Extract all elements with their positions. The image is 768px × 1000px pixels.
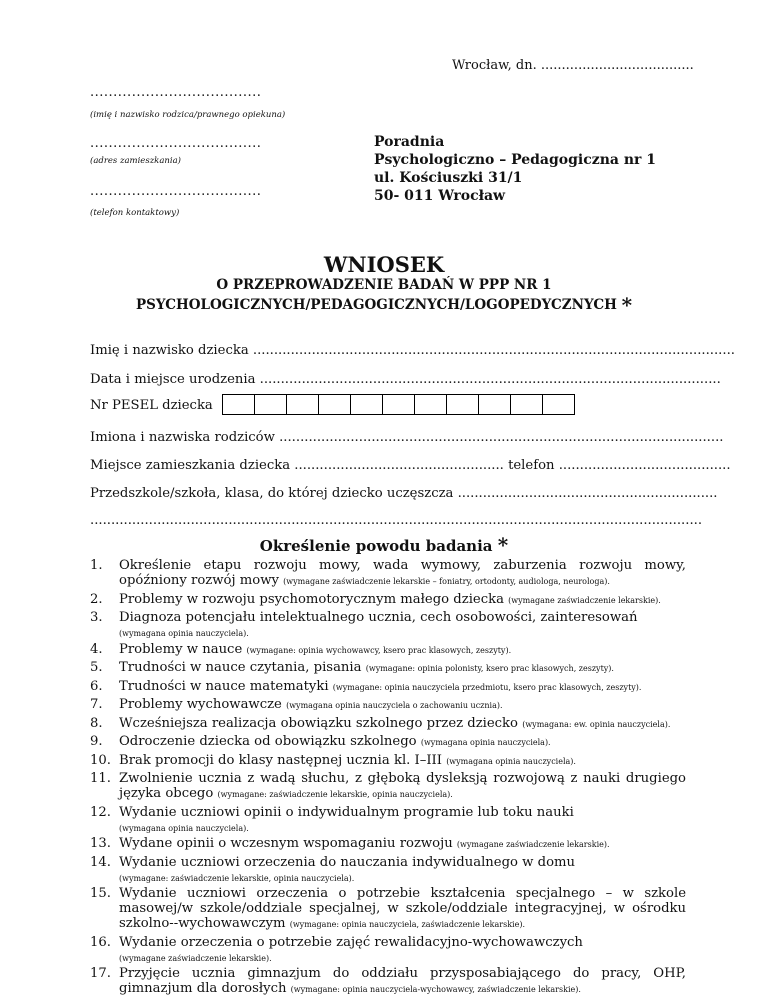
reason-note-line: (wymagana opinia nauczyciela). — [119, 823, 249, 833]
reason-number: 3. — [90, 610, 103, 625]
section-title-text: Określenie powodu badania — [259, 537, 493, 555]
reason-number: 9. — [90, 734, 103, 749]
reason-number: 6. — [90, 678, 103, 694]
title-subline-1: O PRZEPROWADZENIE BADAŃ W PPP NR 1 — [216, 277, 552, 293]
reason-note: (wymagane: opinia nauczyciela przedmiotu, ksero prac klasowych, zeszyty). — [332, 682, 642, 692]
reason-number: 16. — [90, 934, 111, 950]
reason-number: 14. — [90, 854, 111, 870]
reason-number: 8. — [90, 715, 103, 731]
reason-text: Przyjęcie ucznia gimnazjum do oddziału przysposabiającego do pracy, OHP, gimnazjum dla dorosłych — [119, 966, 686, 996]
recipient-address — [374, 133, 656, 205]
reason-note-line: (wymagane zaświadczenie lekarskie). — [119, 953, 272, 963]
reason-note: (wymagana opinia nauczyciela o zachowaniu ucznia). — [286, 701, 503, 710]
reason-note: (wymagane: opinia nauczyciela, zaświadczenie lekarskie). — [289, 920, 526, 929]
reason-number: 1. — [90, 558, 103, 573]
reason-number: 13. — [90, 836, 111, 851]
reason-item — [90, 610, 686, 639]
reason-note-line: (wymagane: zaświadczenie lekarskie, opinia nauczyciela). — [119, 873, 355, 883]
pesel-boxes[interactable] — [222, 394, 575, 415]
reason-item — [90, 642, 686, 658]
reason-item — [90, 966, 686, 997]
birth-field[interactable]: Data i miejsce urodzenia .............................................................................................................. — [90, 372, 721, 387]
pesel-digit-box[interactable] — [319, 394, 351, 415]
reason-text: Wydanie orzeczenia o potrzebie zajęć rewalidacyjno-wychowawczych — [119, 934, 583, 950]
recipient-line: Poradnia — [374, 134, 445, 150]
residence-field[interactable]: Miejsce zamieszkania dziecka .................................................. telefon ......................................... — [90, 458, 731, 473]
recipient-line: Psychologiczno – Pedagogiczna nr 1 — [374, 152, 657, 168]
address-caption: (adres zamieszkania) — [90, 156, 181, 166]
parent-name-caption: (imię i nazwisko rodzica/prawnego opiekuna) — [90, 110, 286, 120]
pesel-digit-box[interactable] — [351, 394, 383, 415]
reason-note: (wymagane zaświadczenie lekarskie). — [456, 840, 610, 849]
reason-number: 15. — [90, 886, 111, 901]
recipient-line: ul. Kościuszki 31/1 — [374, 170, 523, 186]
phone-dots: ..................................... — [90, 184, 262, 199]
reason-note: (wymagane zaświadczenie lekarskie – foniatry, ortodonty, audiologa, neurologa). — [283, 577, 610, 586]
reason-item — [90, 753, 686, 769]
reason-number: 11. — [90, 771, 111, 786]
parents-field[interactable]: Imiona i nazwiska rodziców .......................................................................................................... — [90, 430, 724, 445]
reasons-list — [90, 558, 686, 1000]
pesel-digit-box[interactable] — [415, 394, 447, 415]
pesel-label: Nr PESEL dziecka — [90, 398, 213, 413]
reason-note: (wymagana: ew. opinia nauczyciela). — [522, 719, 671, 729]
pesel-digit-box[interactable] — [511, 394, 543, 415]
reason-text: Problemy w nauce — [119, 641, 243, 657]
reason-text: Odroczenie dziecka od obowiązku szkolnego — [119, 734, 417, 749]
reason-number: 5. — [90, 660, 103, 675]
reason-note: (wymagane: opinia wychowawcy, ksero prac klasowych, zeszyty). — [246, 645, 512, 655]
pesel-digit-box[interactable] — [383, 394, 415, 415]
reason-text: Wcześniejsza realizacja obowiązku szkolnego przez dziecko — [119, 715, 518, 731]
child-name-field[interactable]: Imię i nazwisko dziecka ................................................................................................................... — [90, 343, 735, 358]
asterisk-mark: * — [621, 293, 633, 317]
reason-text: Diagnoza potencjału intelektualnego ucznia, cech osobowości, zainteresowań — [119, 610, 638, 625]
reason-number: 12. — [90, 804, 111, 820]
reason-number: 7. — [90, 697, 103, 712]
reason-text: Wydanie uczniowi orzeczenia o potrzebie kształcenia specjalnego – w szkole masowej/w szkole/oddziale specjalnej, w szkole/oddziale integracyjnej, w ośrodku szkolno--wychowawczym — [119, 886, 686, 931]
reason-text: Problemy wychowawcze — [119, 697, 282, 712]
recipient-line: 50- 011 Wrocław — [374, 188, 506, 204]
reason-item — [90, 836, 686, 852]
reason-note: (wymagana opinia nauczyciela). — [446, 756, 576, 766]
document-title: WNIOSEK — [323, 252, 445, 277]
reason-text: Określenie etapu rozwoju mowy, wada wymowy, zaburzenia rozwoju mowy, opóźniony rozwój mowy — [119, 558, 686, 588]
reason-number: 17. — [90, 966, 111, 981]
reason-item — [90, 716, 686, 732]
reason-note-line: (wymagana opinia nauczyciela). — [119, 629, 249, 638]
reason-number: 4. — [90, 641, 103, 657]
pesel-digit-box[interactable] — [447, 394, 479, 415]
reason-number: 10. — [90, 752, 111, 768]
pesel-digit-box[interactable] — [255, 394, 287, 415]
extra-line-field[interactable]: .................................................................................................................................................. — [90, 513, 703, 528]
reason-text: Zwolnienie ucznia z wadą słuchu, z głęboką dysleksją rozwojową z nauki drugiego języka obcego — [119, 771, 686, 801]
reason-text: Trudności w nauce czytania, pisania — [119, 660, 362, 675]
title-subline-2-text: PSYCHOLOGICZNYCH/PEDAGOGICZNYCH/LOGOPEDYCZNYCH — [135, 297, 617, 313]
reason-text: Trudności w nauce matematyki — [119, 678, 329, 694]
reason-item — [90, 660, 686, 676]
school-field[interactable]: Przedszkole/szkoła, klasa, do której dziecko uczęszcza .............................................................. — [90, 486, 718, 501]
reason-item — [90, 855, 686, 884]
reason-item — [90, 592, 686, 608]
reason-text: Wydanie uczniowi opinii o indywidualnym programie lub toku nauki — [119, 804, 574, 820]
pesel-digit-box[interactable] — [223, 394, 255, 415]
pesel-digit-box[interactable] — [479, 394, 511, 415]
reason-number: 2. — [90, 591, 103, 607]
reason-item — [90, 886, 686, 932]
reason-text: Brak promocji do klasy następnej ucznia kl. I–III — [119, 752, 442, 768]
address-dots: ..................................... — [90, 136, 262, 151]
pesel-digit-box[interactable] — [543, 394, 575, 415]
reason-item — [90, 558, 686, 589]
reason-note: (wymagane: opinia polonisty, ksero prac klasowych, zeszyty). — [365, 664, 614, 673]
reason-item — [90, 935, 686, 964]
reason-item — [90, 805, 686, 834]
phone-caption: (telefon kontaktowy) — [90, 208, 180, 218]
asterisk-mark: * — [497, 533, 509, 557]
reason-text: Wydane opinii o wczesnym wspomaganiu rozwoju — [119, 836, 453, 851]
reason-note: (wymagane zaświadczenie lekarskie). — [508, 595, 661, 605]
reason-item — [90, 679, 686, 695]
pesel-digit-box[interactable] — [287, 394, 319, 415]
reason-item — [90, 771, 686, 802]
reason-item — [90, 734, 686, 750]
reason-note: (wymagane: opinia nauczyciela-wychowawcy, zaświadczenie lekarskie). — [290, 985, 581, 994]
reason-note: (wymagane: zaświadczenie lekarskie, opinia nauczyciela). — [217, 790, 453, 799]
reason-text: Problemy w rozwoju psychomotorycznym małego dziecka — [119, 591, 504, 607]
reason-text: Wydanie uczniowi orzeczenia do nauczania indywidualnego w domu — [119, 854, 576, 870]
title-subline-2 — [0, 293, 768, 321]
place-date-line: Wrocław, dn. ..................................... — [452, 58, 694, 73]
reason-note: (wymagana opinia nauczyciela). — [420, 738, 551, 747]
parent-name-dots: ..................................... — [90, 85, 262, 100]
reason-item — [90, 697, 686, 713]
